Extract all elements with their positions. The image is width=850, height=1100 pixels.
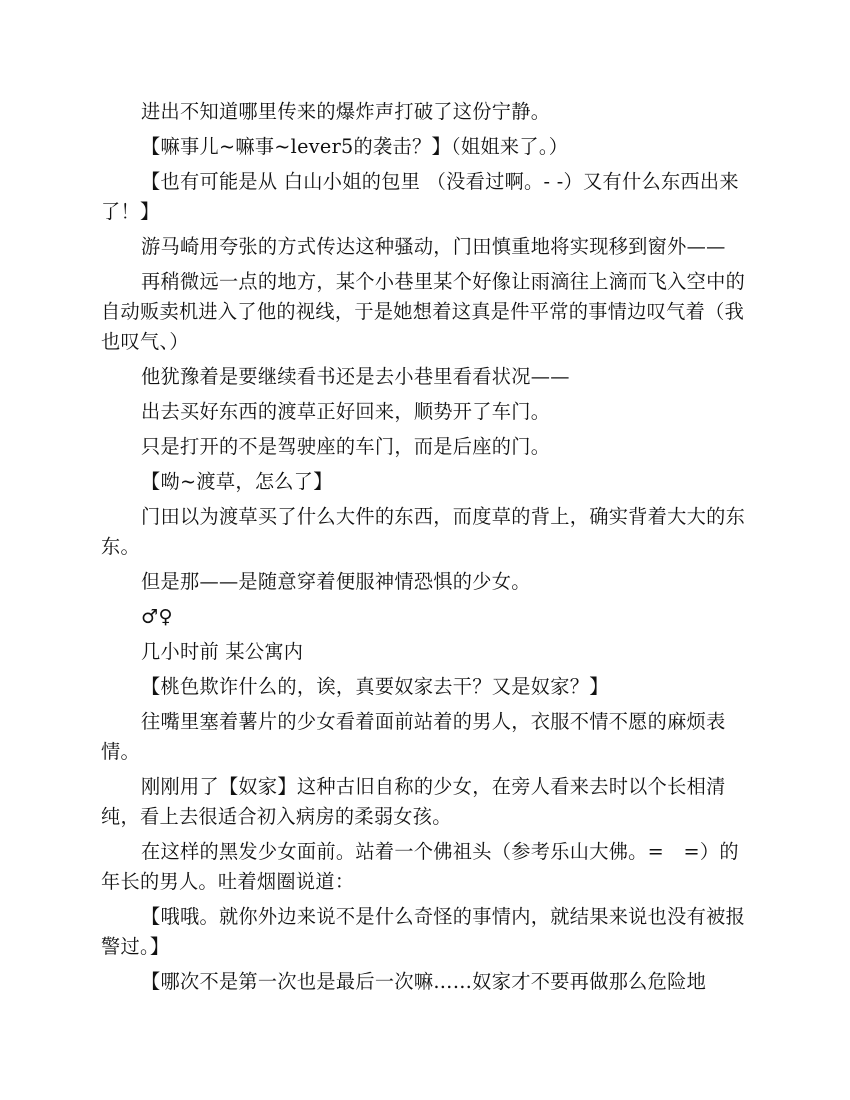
paragraph: 【也有可能是从 白山小姐的包里 （没看过啊。- -）又有什么东西出来了！】 <box>101 170 739 223</box>
scene-heading: 几小时前 某公寓内 <box>141 640 304 663</box>
paragraph: 他犹豫着是要继续看书还是去小巷里看看状况—— <box>141 365 570 388</box>
paragraph: 【哦哦。就你外边来说不是什么奇怪的事情内，就结果来说也没有被报警过。】 <box>101 905 746 958</box>
paragraph: 进出不知道哪里传来的爆炸声打破了这份宁静。 <box>141 100 551 123</box>
paragraph: 【嘛事儿~嘛事~lever5的袭击？】（姐姐来了。） <box>141 135 569 158</box>
paragraph: 再稍微远一点的地方，某个小巷里某个好像让雨滴往上滴而飞入空中的自动贩卖机进入了他的视线，于是她想着这真是件平常的事情边叹气着（我也叹气、） <box>101 270 746 353</box>
paragraph: 游马崎用夸张的方式传达这种骚动，门田慎重地将实现移到窗外—— <box>141 235 726 258</box>
section-divider: ♂♀ <box>141 605 173 628</box>
paragraph: 门田以为渡草买了什么大件的东西，而度草的背上，确实背着大大的东东。 <box>101 505 746 558</box>
paragraph: 【哪次不是第一次也是最后一次嘛……奴家才不要再做那么危险地 <box>141 970 707 993</box>
paragraph: 往嘴里塞着薯片的少女看着面前站着的男人，衣服不情不愿的麻烦表情。 <box>101 710 726 763</box>
paragraph: 【呦~渡草，怎么了】 <box>141 470 333 493</box>
paragraph: 但是那——是随意穿着便服神情恐惧的少女。 <box>141 570 531 593</box>
paragraph: 在这样的黑发少女面前。站着一个佛祖头（参考乐山大佛。= =）的年长的男人。吐着烟圈说道： <box>101 840 739 893</box>
paragraph: 刚刚用了【奴家】这种古旧自称的少女，在旁人看来去时以个长相清纯，看上去很适合初入病房的柔弱女孩。 <box>101 775 726 828</box>
paragraph: 出去买好东西的渡草正好回来，顺势开了车门。 <box>141 400 551 423</box>
document-body <box>101 97 749 1002</box>
paragraph: 只是打开的不是驾驶座的车门，而是后座的门。 <box>141 435 551 458</box>
paragraph: 【桃色欺诈什么的，诶，真要奴家去干？又是奴家？】 <box>141 675 609 698</box>
